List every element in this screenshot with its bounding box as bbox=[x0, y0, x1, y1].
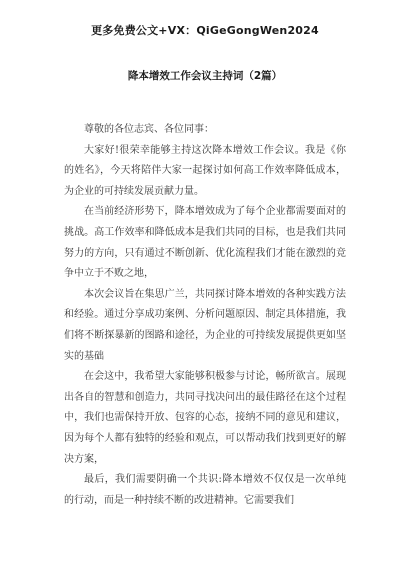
salutation-paragraph: 尊敬的各位志宾、各位同事： bbox=[84, 124, 214, 135]
body-paragraph: 在当前经济形势下，降本增效成为了每个企业都需要面对的挑战。高工作效率和降低成本是我们共同的目标，也是我们共同努力的方向，只有通过不断创新、优化流程我们才能在激烈的竞争中立于不败之地， bbox=[64, 206, 346, 280]
document-body bbox=[64, 120, 346, 511]
body-paragraph: 本次会议旨在集思广兰，共同探讨降本增效的各种实践方法和经验。通过分享成功案例、分析问题原因、制定具体措施，我们将不断探暴新的图路和途径，为企业的可持续发展提供更如坚实的基础 bbox=[64, 288, 346, 362]
body-paragraph: 大家好!很荣幸能够主持这次降本增效工作会议。我是《你的姓名》，今天将陪伴大家一起探讨如何高工作效率降低成本，为企业的可持续发展贡献力量。 bbox=[64, 144, 346, 197]
body-paragraph: 在会这中，我希望大家能够积极参与讨论，畅所欲言。展现出各自的智慧和创造力，共同寻找决问出的最佳路径在这个过程中，我们也需保持开放、包容的心态，接纳不同的意见和建议，因为每个人都有独特的经验和观点，可以帮动我们找到更好的解决方案， bbox=[64, 371, 346, 465]
document-title: 降本增效工作会议主持词（2篇） bbox=[127, 70, 283, 82]
header-note: 更多免费公文+VX：QiGeGongWen2024 bbox=[91, 24, 319, 37]
body-paragraph: 最后，我们需要阴确一个共识:降本增效不仅仅是一次单纯的行动，而是一种持续不断的改进精神。它需要我们 bbox=[64, 474, 346, 506]
